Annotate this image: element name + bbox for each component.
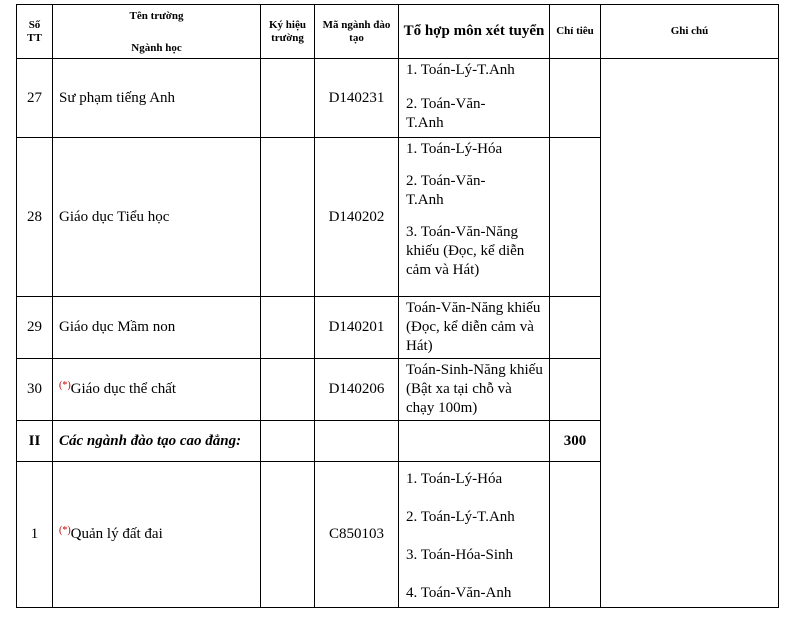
- header-ky-hieu: Ký hiệu trường: [261, 5, 315, 59]
- asterisk-mark: (*): [59, 525, 71, 536]
- combo-item: 4. Toán-Văn-Anh: [406, 585, 512, 601]
- row-name: [53, 359, 261, 421]
- row-name: [53, 297, 261, 359]
- row-code: D140202: [315, 138, 399, 297]
- row-combos: [399, 359, 550, 421]
- header-ghi-chu: Ghi chú: [601, 5, 779, 59]
- row-combos: [399, 462, 550, 608]
- header-ten-truong-label: Tên trường: [129, 9, 184, 22]
- row-stt: 1: [17, 462, 53, 608]
- row-stt: 29: [17, 297, 53, 359]
- section-combos: [399, 421, 550, 462]
- ghi-chu-cell: [601, 59, 779, 608]
- row-combos: [399, 59, 550, 138]
- header-stt: Số TT: [17, 5, 53, 59]
- row-stt: 27: [17, 59, 53, 138]
- section-code: [315, 421, 399, 462]
- combo-item: 2. Toán-Lý-T.Anh: [406, 509, 515, 525]
- combo-item: 3. Toán-Hóa-Sinh: [406, 547, 513, 563]
- row-name-text: Quản lý đất đai: [70, 526, 163, 542]
- header-row: [17, 5, 779, 59]
- admissions-table: [16, 4, 779, 608]
- section-quota: 300: [550, 421, 601, 462]
- section-stt: II: [17, 421, 53, 462]
- row-combos: [399, 138, 550, 297]
- header-ma-nganh: Mã ngành đào tạo: [315, 5, 399, 59]
- row-code: C850103: [315, 462, 399, 608]
- row-code: D140201: [315, 297, 399, 359]
- combo-item: Toán-Văn-Năng khiếu (Đọc, kể diễn cảm và Hát): [406, 300, 541, 354]
- row-name-text: Sư phạm tiếng Anh: [59, 89, 176, 106]
- row-ky-hieu: [261, 359, 315, 421]
- row-name-text: Giáo dục Tiểu học: [59, 208, 170, 225]
- row-chi-tieu: [550, 359, 601, 421]
- row-code: D140231: [315, 59, 399, 138]
- row-name: [53, 59, 261, 138]
- combo-item: 1. Toán-Lý-Hóa: [406, 471, 503, 487]
- asterisk-mark: (*): [59, 380, 71, 391]
- row-name: [53, 462, 261, 608]
- row-ky-hieu: [261, 462, 315, 608]
- section-ky-hieu: [261, 421, 315, 462]
- table-row: [17, 59, 779, 138]
- combo-item: 1. Toán-Lý-Hóa: [406, 141, 503, 157]
- combo-item: 2. Toán-Văn-T.Anh: [406, 96, 486, 131]
- row-ky-hieu: [261, 138, 315, 297]
- combo-item: Toán-Sinh-Năng khiếu (Bật xa tại chỗ và chạy 100m): [406, 362, 543, 416]
- section-title: Các ngành đào tạo cao đẳng:: [53, 421, 261, 462]
- row-chi-tieu: [550, 59, 601, 138]
- header-to-hop: Tổ hợp môn xét tuyển: [399, 5, 550, 59]
- combo-item: 1. Toán-Lý-T.Anh: [406, 62, 515, 78]
- row-combos: [399, 297, 550, 359]
- row-name: [53, 138, 261, 297]
- header-ten-truong: [53, 5, 261, 59]
- row-stt: 28: [17, 138, 53, 297]
- row-name-text: Giáo dục Mầm non: [59, 319, 176, 335]
- row-code: D140206: [315, 359, 399, 421]
- row-chi-tieu: [550, 297, 601, 359]
- row-stt: 30: [17, 359, 53, 421]
- row-name-text: Giáo dục thể chất: [70, 381, 177, 397]
- row-chi-tieu: [550, 462, 601, 608]
- header-nganh-hoc-label: Ngành học: [131, 41, 182, 54]
- row-chi-tieu: [550, 138, 601, 297]
- header-chi-tieu: Chỉ tiêu: [550, 5, 601, 59]
- row-ky-hieu: [261, 59, 315, 138]
- combo-item: 2. Toán-Văn-T.Anh: [406, 173, 486, 208]
- combo-item: 3. Toán-Văn-Năng khiếu (Đọc, kể diễn cảm và Hát): [406, 224, 525, 278]
- row-ky-hieu: [261, 297, 315, 359]
